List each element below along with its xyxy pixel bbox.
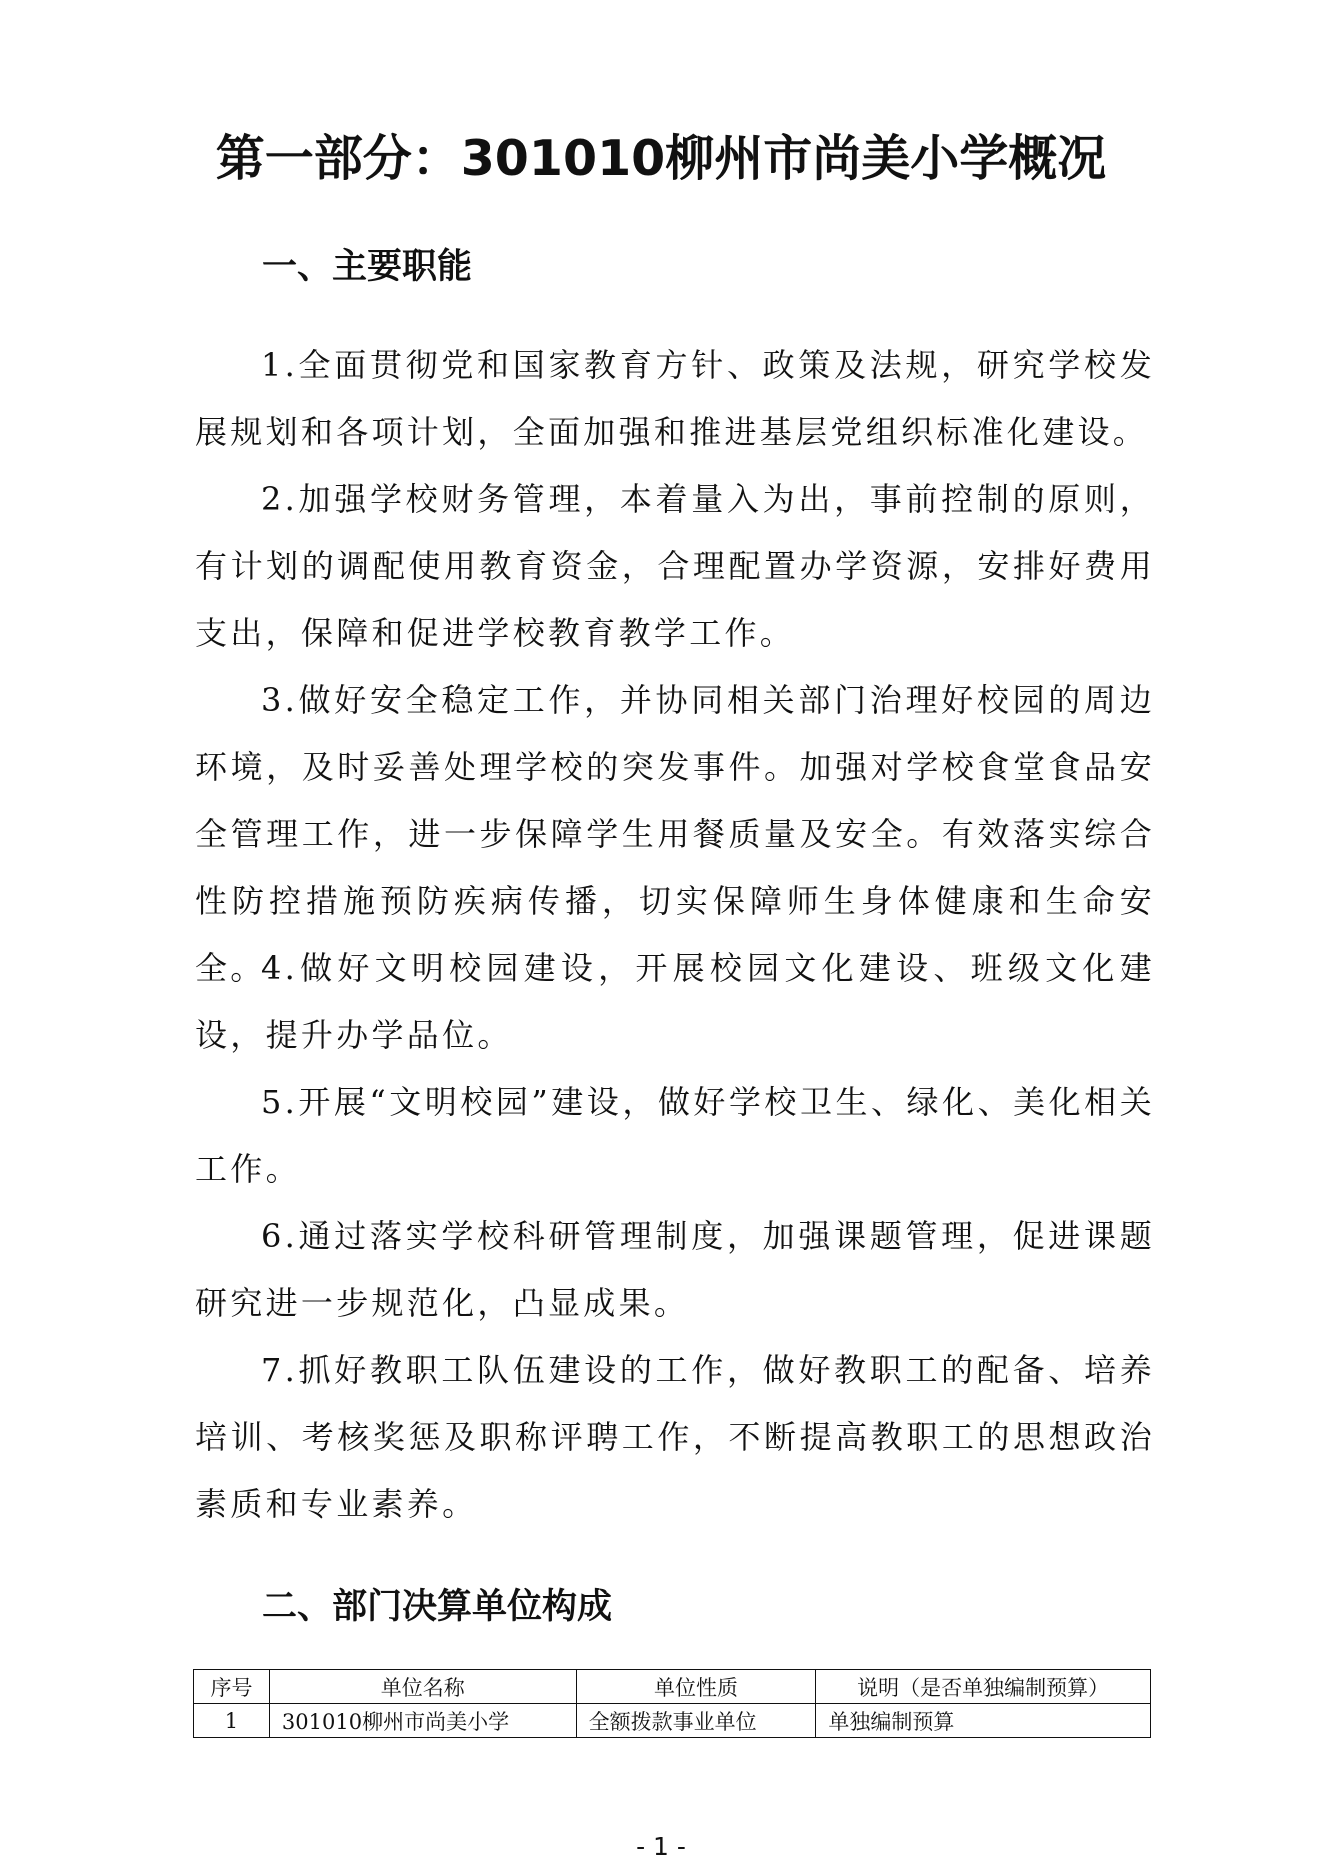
function-paragraph-4: 4.做好文明校园建设，开展校园文化建设、班级文化建设，提升办学品位。 <box>195 949 1155 1054</box>
table-cell: 301010柳州市尚美小学 <box>269 1704 576 1738</box>
table-header-cell: 序号 <box>194 1670 270 1704</box>
section-heading-main-functions: 一、主要职能 <box>262 247 473 287</box>
function-paragraph-3: 3.做好安全稳定工作，并协同相关部门治理好校园的周边环境，及时妥善处理学校的突发事件。加强对学校食堂食品安全管理工作，进一步保障学生用餐质量及安全。有效落实综合性防控措施预防疾病传播，切实保障师生身体健康和生命安全。 <box>195 681 1155 987</box>
unit-composition-table <box>193 1669 1151 1738</box>
table-header-cell: 单位性质 <box>576 1670 816 1704</box>
table-header-row <box>194 1670 1151 1704</box>
page-number: - 1 - <box>636 1832 686 1861</box>
function-paragraph-5: 5.开展“文明校园”建设，做好学校卫生、绿化、美化相关工作。 <box>195 1083 1155 1188</box>
table-cell: 1 <box>194 1704 270 1738</box>
function-paragraph-2: 2.加强学校财务管理，本着量入为出，事前控制的原则，有计划的调配使用教育资金，合理配置办学资源，安排好费用支出，保障和促进学校教育教学工作。 <box>195 480 1155 652</box>
table-header-cell: 说明（是否单独编制预算） <box>816 1670 1151 1704</box>
function-paragraph-1: 1.全面贯彻党和国家教育方针、政策及法规，研究学校发展规划和各项计划，全面加强和推进基层党组织标准化建设。 <box>195 346 1155 451</box>
table-header-cell: 单位名称 <box>269 1670 576 1704</box>
function-paragraph-7: 7.抓好教职工队伍建设的工作，做好教职工的配备、培养培训、考核奖惩及职称评聘工作，不断提高教职工的思想政治素质和专业素养。 <box>195 1351 1155 1523</box>
table-cell: 单独编制预算 <box>816 1704 1151 1738</box>
section-heading-unit-composition: 二、部门决算单位构成 <box>262 1587 613 1627</box>
table-cell: 全额拨款事业单位 <box>576 1704 816 1738</box>
table-row <box>194 1704 1151 1738</box>
document-title: 第一部分：301010柳州市尚美小学概况 <box>215 130 1107 187</box>
function-paragraph-6: 6.通过落实学校科研管理制度，加强课题管理，促进课题研究进一步规范化，凸显成果。 <box>195 1217 1155 1322</box>
